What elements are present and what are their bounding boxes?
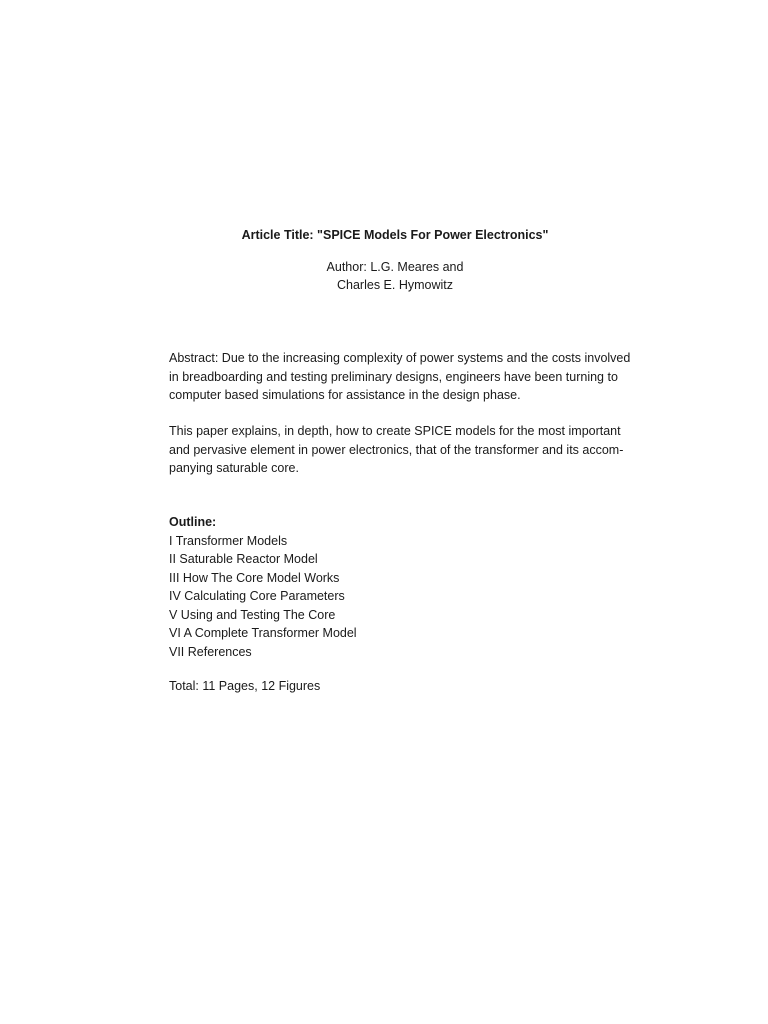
outline-item: III How The Core Model Works: [169, 570, 340, 585]
outline-item: IV Calculating Core Parameters: [169, 589, 345, 603]
explanation-paragraph: [169, 422, 629, 478]
abstract-line: computer based simulations for assistance in the design phase.: [169, 388, 521, 402]
outline-item: VII References: [169, 644, 252, 659]
abstract-paragraph: [169, 349, 629, 405]
outline-item: VI A Complete Transformer Model: [169, 626, 357, 640]
abstract-line: in breadboarding and testing preliminary designs, engineers have been turning to: [169, 369, 618, 384]
outline-item: I Transformer Models: [169, 533, 288, 548]
abstract-line: Abstract: Due to the increasing complexity of power systems and the costs involved: [169, 351, 631, 365]
author-line: Charles E. Hymowitz: [337, 278, 453, 292]
outline-item: II Saturable Reactor Model: [169, 552, 318, 566]
explanation-line: panying saturable core.: [169, 461, 299, 475]
total-summary: Total: 11 Pages, 12 Figures: [169, 679, 321, 693]
article-title: Article Title: "SPICE Models For Power Electronics": [241, 228, 549, 242]
explanation-line: This paper explains, in depth, how to create SPICE models for the most important: [169, 424, 621, 438]
outline-heading: Outline:: [169, 515, 217, 529]
outline-section: [169, 513, 629, 661]
outline-item: V Using and Testing The Core: [169, 607, 336, 622]
author-block: [0, 258, 768, 294]
author-line: Author: L.G. Meares and: [326, 260, 464, 274]
explanation-line: and pervasive element in power electronics, that of the transformer and its accom-: [169, 442, 624, 457]
